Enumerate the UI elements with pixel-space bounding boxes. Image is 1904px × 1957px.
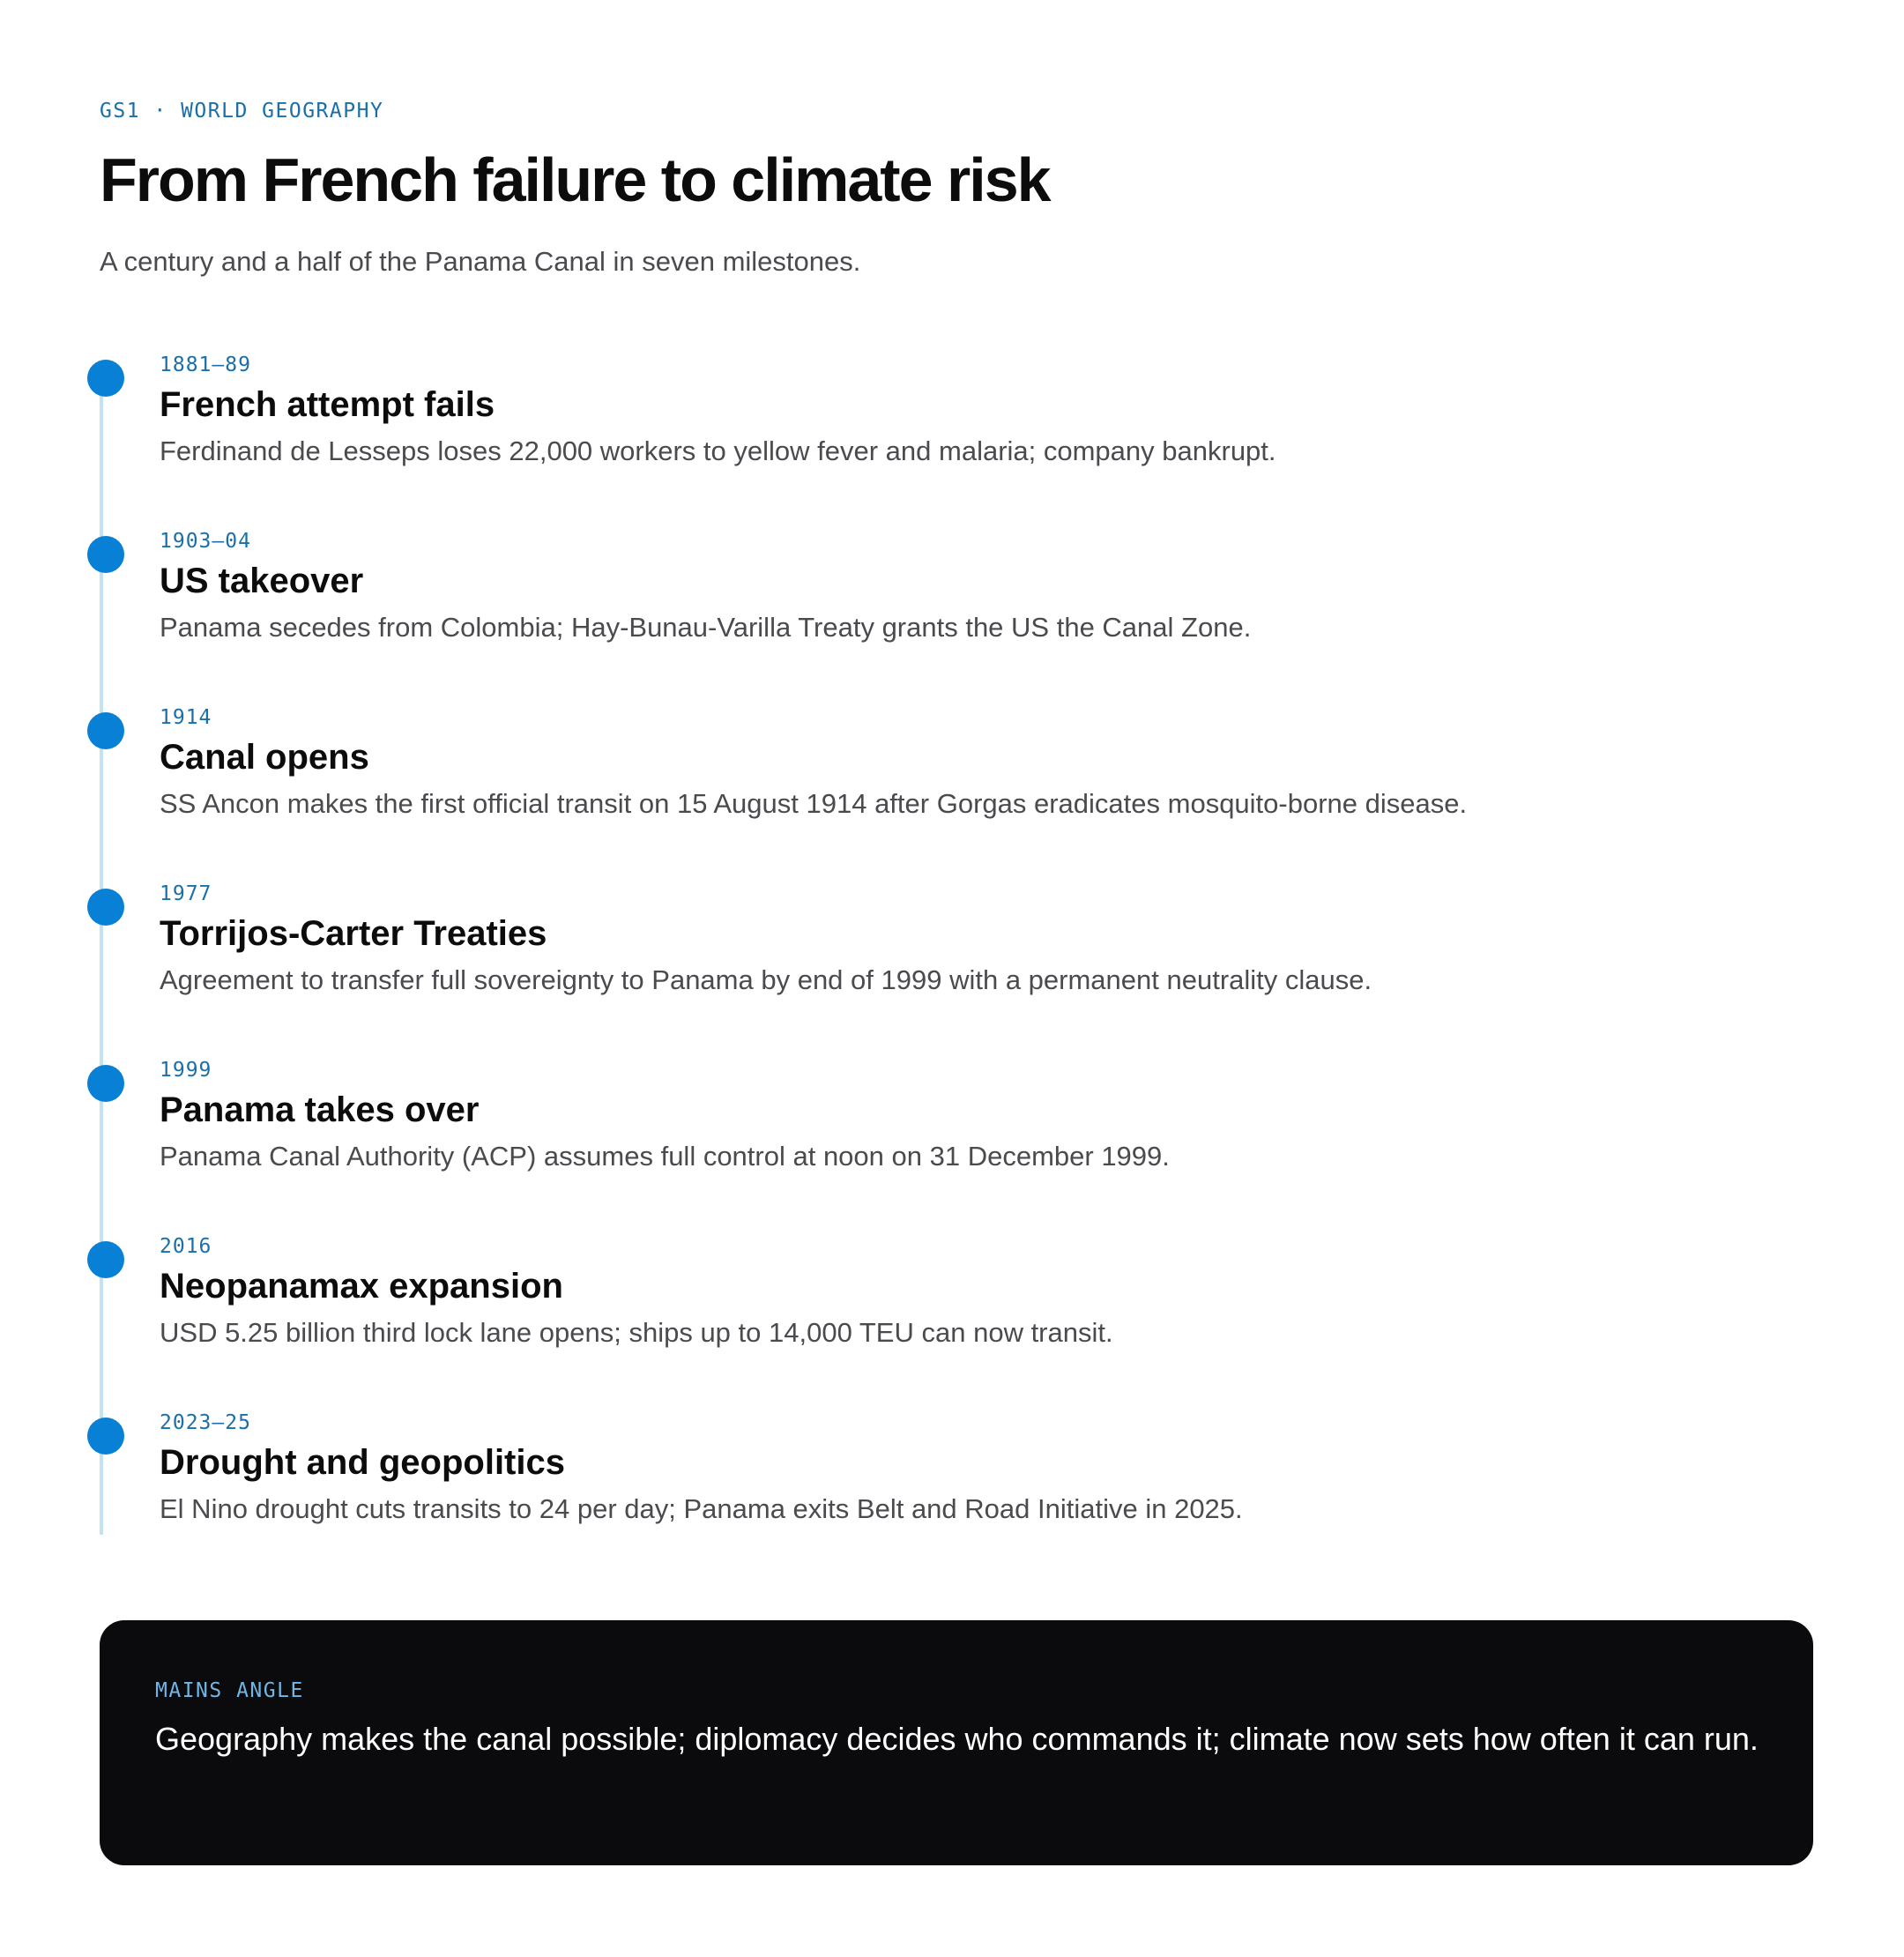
event-title: Panama takes over [160, 1090, 480, 1129]
timeline-dot [87, 889, 124, 926]
page-subtitle: A century and a half of the Panama Canal in seven milestones. [100, 246, 861, 277]
event-description: Panama secedes from Colombia; Hay-Bunau-Varilla Treaty grants the US the Canal Zone. [160, 612, 1252, 643]
event-date: 2016 [160, 1235, 212, 1258]
callout-label: MAINS ANGLE [155, 1679, 304, 1702]
timeline-event [100, 1235, 1774, 1411]
timeline-event [100, 530, 1774, 706]
event-title: French attempt fails [160, 385, 495, 424]
callout-text: Geography makes the canal possible; diplomacy decides who commands it; climate now sets how often it can run. [155, 1721, 1759, 1757]
event-description: Panama Canal Authority (ACP) assumes full control at noon on 31 December 1999. [160, 1141, 1170, 1172]
event-date: 2023–25 [160, 1411, 251, 1434]
event-date: 1881–89 [160, 353, 251, 376]
event-title: Canal opens [160, 738, 369, 777]
event-title: Torrijos-Carter Treaties [160, 914, 547, 953]
event-date: 1999 [160, 1059, 212, 1082]
event-date: 1914 [160, 706, 212, 729]
timeline-event [100, 1059, 1774, 1235]
timeline-dot [87, 360, 124, 397]
event-description: El Nino drought cuts transits to 24 per day; Panama exits Belt and Road Initiative in 2025. [160, 1493, 1243, 1524]
event-title: Drought and geopolitics [160, 1443, 565, 1482]
event-description: Ferdinand de Lesseps loses 22,000 workers to yellow fever and malaria; company bankrupt. [160, 435, 1276, 466]
timeline-dot [87, 1065, 124, 1102]
timeline-dot [87, 712, 124, 749]
timeline-event [100, 353, 1774, 530]
timeline-dot [87, 536, 124, 573]
event-title: Neopanamax expansion [160, 1267, 563, 1306]
event-description: SS Ancon makes the first official transit on 15 August 1914 after Gorgas eradicates mosquito-borne disease. [160, 788, 1468, 819]
timeline-dot [87, 1241, 124, 1278]
event-description: Agreement to transfer full sovereignty to Panama by end of 1999 with a permanent neutrality clause. [160, 964, 1372, 995]
event-title: US takeover [160, 562, 364, 600]
event-date: 1977 [160, 882, 212, 905]
page-title: From French failure to climate risk [100, 145, 1050, 214]
timeline-event [100, 882, 1774, 1059]
timeline-event [100, 706, 1774, 882]
mains-angle-callout [100, 1620, 1813, 1865]
timeline [100, 353, 1813, 1535]
event-description: USD 5.25 billion third lock lane opens; ships up to 14,000 TEU can now transit. [160, 1317, 1113, 1348]
eyebrow-label: GS1 · WORLD GEOGRAPHY [100, 100, 384, 123]
timeline-dot [87, 1418, 124, 1455]
event-date: 1903–04 [160, 530, 251, 553]
timeline-event [100, 1411, 1774, 1588]
